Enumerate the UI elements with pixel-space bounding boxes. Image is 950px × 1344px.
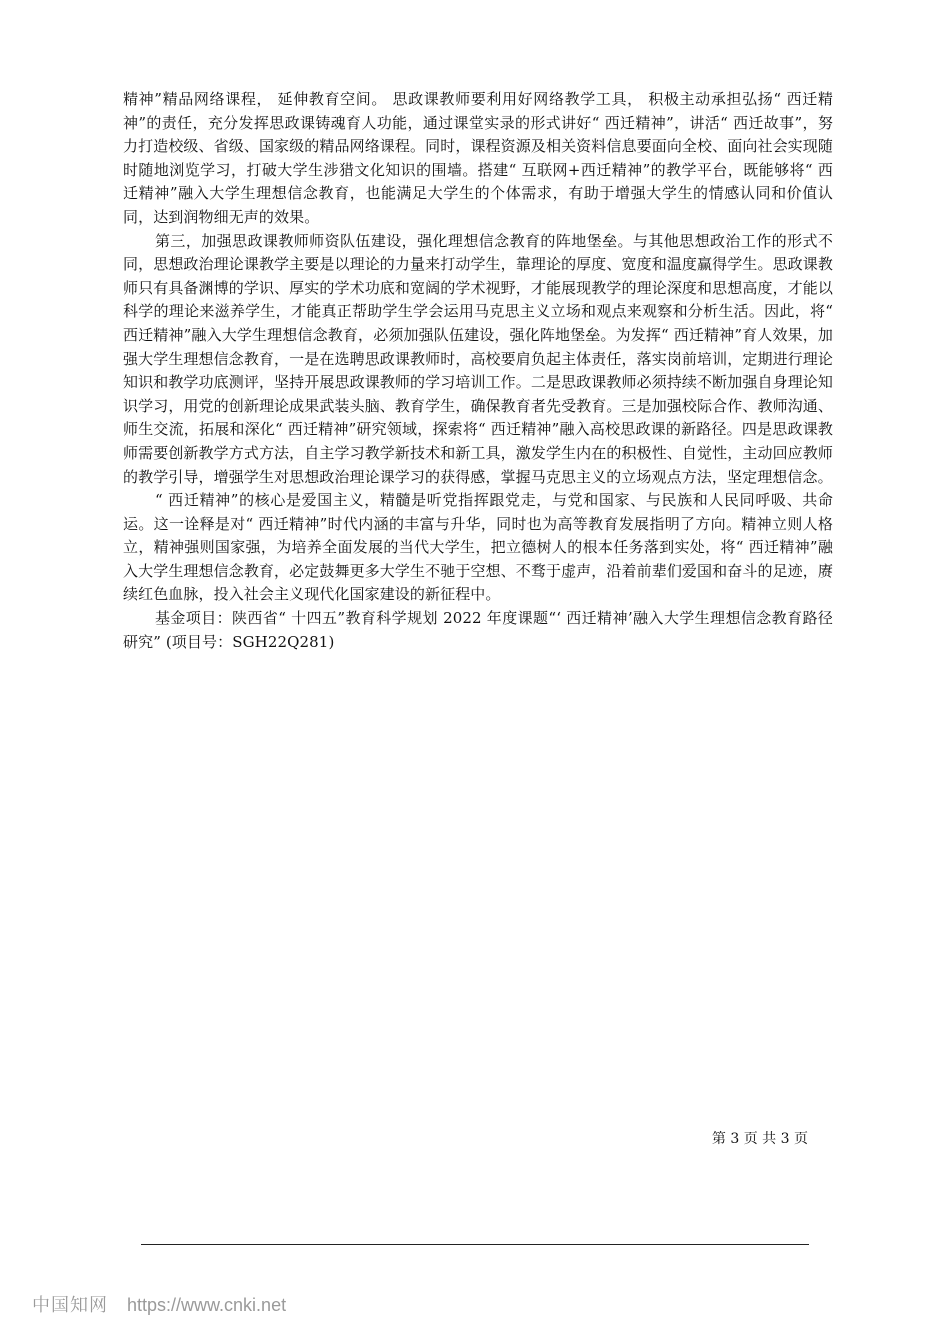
paragraph-fund-project: 基金项目：陕西省“ 十四五”教育科学规划 2022 年度课题“‘ 西迁精神’融入大学生理想信念教育路径研究” (项目号：SGH22Q281)	[123, 609, 833, 651]
paragraph-conclusion: “ 西迁精神”的核心是爱国主义，精髓是听党指挥跟党走，与党和国家、与民族和人民同呼吸、共命运。这一诠释是对“ 西迁精神”时代内涵的丰富与升华，同时也为高等教育发展指明了方向。精神立则人格立，精神强则国家强，为培养全面发展的当代大学生，把立德树人的根本任务落到实处，将“ 西迁精神”融入大学生理想信念教育，必定鼓舞更多大学生不驰于空想、不骛于虚声，沿着前辈们爱国和奋斗的足迹，赓续红色血脉，投入社会主义现代化国家建设的新征程中。	[123, 491, 833, 604]
paragraph-teacher-team: 第三，加强思政课教师师资队伍建设，强化理想信念教育的阵地堡垒。与其他思想政治工作的形式不同，思想政治理论课教学主要是以理论的力量来打动学生，靠理论的厚度、宽度和温度赢得学生。思政课教师只有具备渊博的学识、厚实的学术功底和宽阔的学术视野，才能展现教学的理论深度和思想高度，才能以科学的理论来滋养学生，才能真正帮助学生学会运用马克思主义立场和观点来观察和分析生活。因此，将“ 西迁精神”融入大学生理想信念教育，必须加强队伍建设，强化阵地堡垒。为发挥“ 西迁精神”育人效果，加强大学生理想信念教育，一是在选聘思政课教师时，高校要肩负起主体责任，落实岗前培训，定期进行理论知识和教学功底测评，坚持开展思政课教师的学习培训工作。二是思政课教师必须持续不断加强自身理论知识学习，用党的创新理论成果武装头脑、教育学生，确保教育者先受教育。三是加强校际合作、教师沟通、师生交流，拓展和深化“ 西迁精神”研究领域，探索将“ 西迁精神”融入高校思政课的新路径。四是思政课教师需要创新教学方式方法，自主学习教学新技术和新工具，激发学生内在的积极性、自觉性，主动回应教师的教学引导，增强学生对思想政治理论课学习的获得感，掌握马克思主义的立场观点方法，坚定理想信念。	[123, 231, 833, 486]
watermark-brand: 中国知网	[32, 1295, 108, 1315]
page-number: 第 3 页 共 3 页	[711, 1131, 808, 1147]
watermark-url: https://www.cnki.net	[127, 1295, 287, 1315]
footer-divider	[141, 1244, 809, 1245]
cnki-watermark	[32, 1294, 286, 1316]
paragraph-network-courses: 精神”精品网络课程， 延伸教育空间。 思政课教师要利用好网络教学工具， 积极主动承担弘扬“ 西迁精神”的责任，充分发挥思政课铸魂育人功能，通过课堂实录的形式讲好“ 西迁精神”，讲活“ 西迁故事”，努力打造校级、省级、国家级的精品网络课程。同时，课程资源及相关资料信息要面向全校、面向社会实现随时随地浏览学习，打破大学生涉猎文化知识的围墙。搭建“ 互联网+西迁精神”的教学平台，既能够将“ 西迁精神”融入大学生理想信念教育，也能满足大学生的个体需求，有助于增强大学生的情感认同和价值认同，达到润物细无声的效果。	[123, 90, 833, 226]
document-body	[123, 88, 833, 654]
